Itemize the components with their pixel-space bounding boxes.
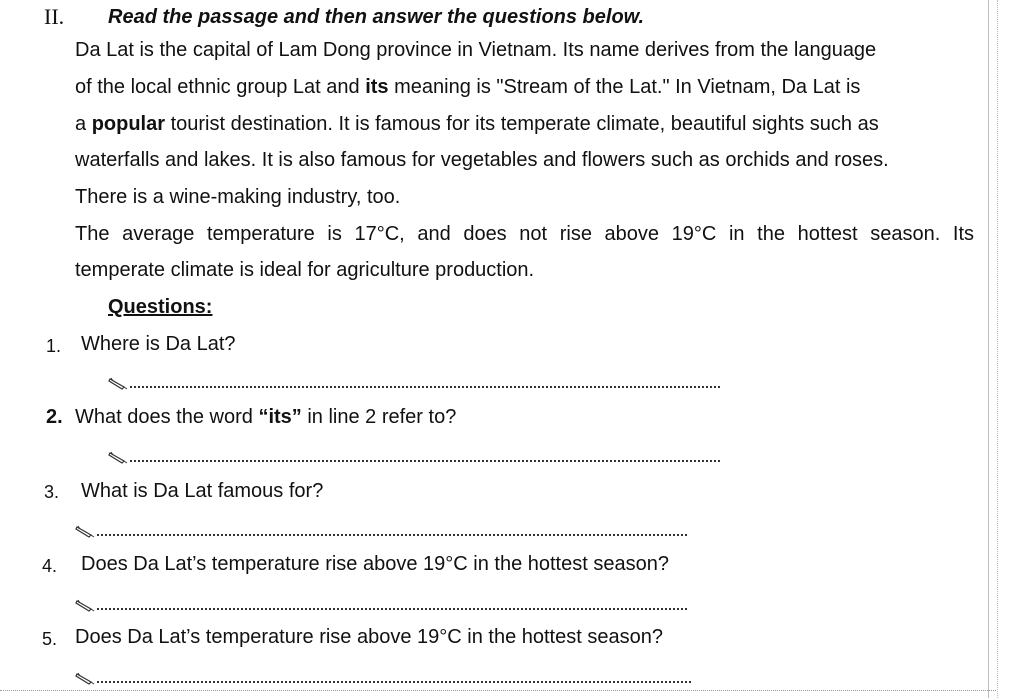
page-edge-right <box>988 0 998 698</box>
answer-dots-2 <box>130 458 720 462</box>
answer-dots-1 <box>130 384 720 388</box>
page-edge-bottom <box>0 690 996 691</box>
question-1-number: 1. <box>46 336 62 356</box>
question-2-post: in line 2 refer to? <box>301 406 457 428</box>
passage-line-3-pre: a <box>75 113 92 135</box>
passage-line-3-post: tourist destination. It is famous for its temperate climate, beautiful sights such as <box>165 113 879 135</box>
passage-line-2-post: meaning is "Stream of the Lat." In Vietnam, Da Lat is <box>388 76 861 98</box>
answer-line-4[interactable] <box>75 594 687 612</box>
passage-line-5: There is a wine-making industry, too. <box>75 186 401 208</box>
question-2-pre: What does the word <box>75 406 259 428</box>
question-2-bold: “its” <box>258 406 302 428</box>
answer-dots-4 <box>97 606 687 610</box>
question-3-number: 3. <box>44 482 60 502</box>
question-4-text: Does Da Lat’s temperature rise above 19°C in the hottest season? <box>81 553 669 575</box>
pencil-icon <box>108 376 128 390</box>
question-5-text: Does Da Lat’s temperature rise above 19°C in the hottest season? <box>75 626 663 648</box>
pencil-icon <box>108 450 128 464</box>
pencil-icon <box>75 598 95 612</box>
passage-line-2-pre: of the local ethnic group Lat and <box>75 76 366 98</box>
question-4-number: 4. <box>42 556 58 576</box>
passage-line-6: The average temperature is 17°C, and does not rise above 19°C in the hottest season. Its <box>75 223 974 245</box>
passage-line-7: temperate climate is ideal for agriculture production. <box>75 259 535 281</box>
answer-line-5[interactable] <box>75 667 691 685</box>
pencil-icon <box>75 671 95 685</box>
passage-line-1: Da Lat is the capital of Lam Dong province in Vietnam. Its name derives from the language <box>75 39 877 61</box>
questions-heading: Questions: <box>108 296 213 318</box>
passage-line-2 <box>75 76 860 99</box>
passage-line-4: waterfalls and lakes. It is also famous for vegetables and flowers such as orchids and roses. <box>75 149 889 171</box>
answer-line-3[interactable] <box>75 520 687 538</box>
passage-line-3-bold: popular <box>91 113 166 135</box>
question-2-number: 2. <box>46 406 63 428</box>
answer-line-1[interactable] <box>108 372 720 390</box>
question-3-text: What is Da Lat famous for? <box>81 480 324 502</box>
passage-line-2-bold: its <box>365 76 389 98</box>
answer-dots-5 <box>97 679 691 683</box>
question-1-text: Where is Da Lat? <box>81 333 236 355</box>
question-2-text <box>75 406 456 429</box>
passage-line-3 <box>75 113 879 136</box>
answer-dots-3 <box>97 532 687 536</box>
answer-line-2[interactable] <box>108 446 720 464</box>
question-5-number: 5. <box>42 629 58 649</box>
section-number: II. <box>44 4 65 29</box>
pencil-icon <box>75 524 95 538</box>
section-instruction: Read the passage and then answer the questions below. <box>108 6 645 28</box>
